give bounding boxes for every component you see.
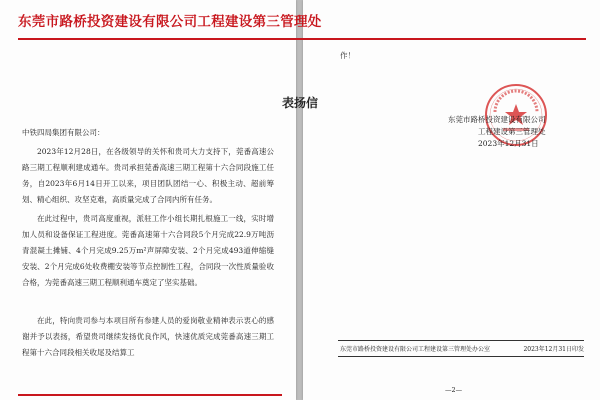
- footer-rule-bottom: [338, 356, 584, 357]
- signature-organization: 东莞市路桥投资建设有限公司: [448, 115, 546, 124]
- letterhead-bottom-rule: [18, 394, 282, 396]
- continuation-text: 作！: [340, 51, 355, 60]
- footer-issuer: 东莞市路桥投资建设有限公司工程建设第三管理处办公室: [340, 346, 491, 353]
- letterhead-title: 东莞市路桥投资建设有限公司工程建设第三管理处: [18, 14, 322, 30]
- body-paragraph: 在此过程中，贵司高度重视，派驻工作小组长期扎根施工一线，实时增加人员和设备保证工程进度。莞番高速第十六合同段5个月完成22.9万吨沥青混凝土摊铺、4个月完成9.25万m²声屏障安装、2个月完成493道伸缩缝安装、2个月完成6处收费棚安装等节点控制性工程，合同段一次性质量验收合格，为莞番高速三期工程顺利通车奠定了坚实基础。: [22, 214, 274, 287]
- letter-title: 表扬信: [281, 96, 318, 110]
- footer-rule-top: [338, 340, 584, 341]
- body-paragraph: 在此，特向贵司参与本项目所有参建人员的爱岗敬业精神表示衷心的感谢并予以表扬，希望贵司继续发扬优良作风，快速优质完成莞番高速三期工程第十六合同段相关收尾及结算工: [22, 316, 274, 357]
- signature-department: 工程建设第三管理处: [478, 127, 546, 136]
- body-paragraph: 2023年12月28日，在各级领导的关怀和贵司大力支持下，莞番高速公路三期工程顺利建成通车。贵司承担莞番高速三期工程第十六合同段施工任务，自2023年6月14日开工以来，项目团队团结一心、积极主动、超前筹划、精心组织、攻坚克难，高质量完成了合同内所有任务。: [22, 147, 274, 204]
- footer-issuer-line: [340, 344, 584, 353]
- footer-print-date: 2023年12月31日印发: [523, 346, 584, 353]
- page-number: —2—: [445, 386, 463, 394]
- salutation: 中铁四局集团有限公司：: [22, 128, 105, 137]
- signature-date: 2023年12月31日: [478, 139, 539, 148]
- letterhead-rule: [18, 38, 586, 40]
